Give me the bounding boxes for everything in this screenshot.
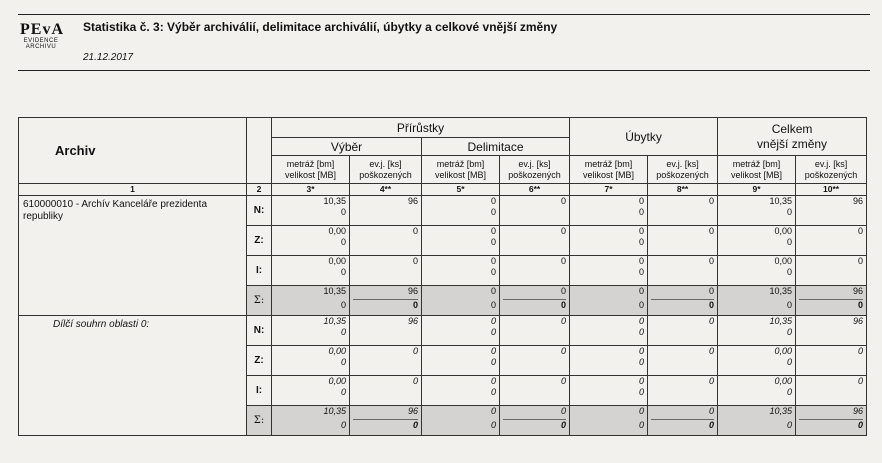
value-metraz-cell <box>422 376 500 406</box>
row-label: Z: <box>247 226 272 256</box>
cell-value: 0 <box>787 357 793 367</box>
cell-value: 0 <box>353 419 418 431</box>
cell-value: 0,00 <box>774 376 793 386</box>
cell-value: 0 <box>412 226 418 236</box>
value-evj-cell <box>350 346 422 376</box>
cell-value: 0 <box>858 346 864 356</box>
value-evj-cell <box>350 226 422 256</box>
cell-value: 10,35 <box>769 286 793 296</box>
cell-value: 0 <box>639 346 645 356</box>
cell-value: 0 <box>787 300 793 310</box>
value-evj-cell <box>796 226 867 256</box>
value-metraz-cell <box>570 226 648 256</box>
column-number: 4** <box>350 184 422 196</box>
header-poskozenych: poškozených <box>508 169 561 180</box>
cell-value: 0,00 <box>328 226 346 236</box>
cell-value: 0 <box>639 387 645 397</box>
cell-value: 0 <box>561 226 567 236</box>
value-metraz-cell <box>570 256 648 286</box>
value-metraz-cell <box>422 256 500 286</box>
table-row <box>19 316 867 346</box>
header-velikost: velikost [MB] <box>731 169 783 180</box>
row-label: N: <box>247 196 272 226</box>
header-delimitace: Delimitace <box>422 138 570 156</box>
value-metraz-cell <box>422 406 500 436</box>
cell-value: 10,35 <box>323 316 346 326</box>
value-metraz-cell <box>718 196 796 226</box>
cell-value: 0 <box>787 420 793 430</box>
header-metraz-velikost <box>570 156 648 184</box>
cell-value: 96 <box>853 286 864 296</box>
cell-value: 0 <box>490 387 496 397</box>
peva-logo <box>20 22 62 50</box>
header-blank <box>247 118 272 184</box>
value-metraz-cell <box>422 316 500 346</box>
cell-value: 0,00 <box>328 256 346 266</box>
cell-value: 96 <box>407 316 418 326</box>
cell-value: 0 <box>490 256 496 266</box>
header-metraz: metráž [bm] <box>584 158 633 169</box>
cell-value: 0 <box>858 376 864 386</box>
cell-value: 0 <box>490 316 496 326</box>
cell-value: 0 <box>709 256 715 266</box>
value-metraz-cell <box>570 196 648 226</box>
cell-value: 0 <box>340 237 346 247</box>
value-evj-cell <box>500 376 570 406</box>
header-celkem-line2: vnější změny <box>757 136 828 151</box>
cell-value: 0,00 <box>774 256 793 266</box>
cell-value: 0 <box>490 406 496 416</box>
row-label: N: <box>247 316 272 346</box>
value-evj-cell <box>796 376 867 406</box>
value-evj-cell <box>500 286 570 316</box>
cell-value: 0 <box>490 300 496 310</box>
cell-value: 0 <box>709 226 715 236</box>
cell-value: 0 <box>639 196 645 206</box>
cell-value: 0 <box>639 420 645 430</box>
cell-value: 0 <box>340 267 346 277</box>
header-velikost: velikost [MB] <box>434 169 486 180</box>
value-metraz-cell <box>718 256 796 286</box>
cell-value: 0 <box>490 357 496 367</box>
cell-value: 0 <box>639 286 645 296</box>
value-evj-cell <box>350 316 422 346</box>
cell-value: 0 <box>639 316 645 326</box>
value-evj-cell <box>350 256 422 286</box>
cell-value: 0 <box>787 207 793 217</box>
header-poskozenych: poškozených <box>804 169 858 180</box>
cell-value: 96 <box>407 406 418 416</box>
cell-value: 0 <box>490 196 496 206</box>
cell-value: 0 <box>561 376 567 386</box>
cell-value: 10,35 <box>769 406 793 416</box>
cell-value: 10,35 <box>769 316 793 326</box>
cell-value: 96 <box>853 196 864 206</box>
header-metraz: metráž [bm] <box>436 158 485 169</box>
header-evj: ev.j. [ks] <box>814 158 848 169</box>
value-evj-cell <box>500 196 570 226</box>
header-metraz-velikost <box>272 156 350 184</box>
header-metraz: metráž [bm] <box>286 158 335 169</box>
value-evj-cell <box>648 376 718 406</box>
cell-value: 0 <box>490 286 496 296</box>
cell-value: 96 <box>407 196 418 206</box>
header-poskozenych: poškozených <box>359 169 412 180</box>
cell-value: 0 <box>503 299 566 311</box>
header-velikost: velikost [MB] <box>284 169 336 180</box>
logo-sub-text-1: EVIDENCE <box>23 38 59 44</box>
cell-value: 0 <box>340 387 346 397</box>
report-date: 21.12.2017 <box>83 52 134 63</box>
cell-value: 0 <box>340 207 346 217</box>
cell-value: 10,35 <box>323 286 346 296</box>
cell-value: 0,00 <box>774 346 793 356</box>
value-evj-cell <box>500 226 570 256</box>
cell-value: 96 <box>853 316 864 326</box>
value-evj-cell <box>648 286 718 316</box>
cell-value: 0 <box>340 327 346 337</box>
cell-value: 96 <box>407 286 418 296</box>
value-metraz-cell <box>422 226 500 256</box>
value-metraz-cell <box>570 376 648 406</box>
cell-value: 0 <box>799 419 863 431</box>
column-number: 7* <box>570 184 648 196</box>
cell-value: 0 <box>709 406 715 416</box>
cell-value: 0,00 <box>774 226 793 236</box>
cell-value: 0 <box>561 196 567 206</box>
header-evj-poskozenych <box>796 156 867 184</box>
cell-value: 0 <box>787 267 793 277</box>
header-rule <box>18 70 870 71</box>
cell-value: 0 <box>639 406 645 416</box>
value-metraz-cell <box>422 196 500 226</box>
cell-value: 0 <box>787 327 793 337</box>
cell-value: 0 <box>490 327 496 337</box>
logo-main-text: PEvA <box>20 21 64 38</box>
cell-value: 0 <box>490 267 496 277</box>
value-metraz-cell <box>718 226 796 256</box>
column-number: 6** <box>500 184 570 196</box>
value-evj-cell <box>796 196 867 226</box>
table-body <box>19 196 867 436</box>
value-metraz-cell <box>272 226 350 256</box>
cell-value: 0 <box>340 420 346 430</box>
value-evj-cell <box>500 256 570 286</box>
cell-value: 0 <box>490 376 496 386</box>
header-archiv: Archiv <box>19 118 247 184</box>
cell-value: 0 <box>639 267 645 277</box>
value-evj-cell <box>796 346 867 376</box>
cell-value: 0 <box>561 406 567 416</box>
cell-value: 0 <box>561 286 567 296</box>
cell-value: 0 <box>709 346 715 356</box>
cell-value: 0 <box>561 346 567 356</box>
cell-value: 0 <box>490 237 496 247</box>
value-metraz-cell <box>272 376 350 406</box>
cell-value: 0 <box>651 419 714 431</box>
value-metraz-cell <box>718 316 796 346</box>
cell-value: 0 <box>639 256 645 266</box>
header-evj: ev.j. [ks] <box>666 158 699 169</box>
value-evj-cell <box>648 196 718 226</box>
report-title: Statistika č. 3: Výběr archiválií, delimitace archiválií, úbytky a celkové vnější změny <box>83 20 558 34</box>
cell-value: 0 <box>787 237 793 247</box>
header-evj: ev.j. [ks] <box>369 158 402 169</box>
cell-value: 0 <box>353 299 418 311</box>
column-number: 10** <box>796 184 867 196</box>
value-evj-cell <box>350 406 422 436</box>
row-label: I: <box>247 376 272 406</box>
cell-value: 0 <box>490 346 496 356</box>
cell-value: 0 <box>490 207 496 217</box>
value-metraz-cell <box>422 286 500 316</box>
cell-value: 0 <box>639 300 645 310</box>
cell-value: 0 <box>503 419 566 431</box>
value-metraz-cell <box>718 346 796 376</box>
value-metraz-cell <box>570 346 648 376</box>
cell-value: 0 <box>490 420 496 430</box>
value-evj-cell <box>648 256 718 286</box>
cell-value: 10,35 <box>769 196 793 206</box>
cell-value: 0 <box>490 226 496 236</box>
cell-value: 0 <box>709 286 715 296</box>
cell-value: 0 <box>858 256 864 266</box>
column-number-row <box>19 184 867 196</box>
cell-value: 0 <box>639 357 645 367</box>
row-label: Z: <box>247 346 272 376</box>
value-metraz-cell <box>272 316 350 346</box>
cell-value: 0 <box>709 376 715 386</box>
header-celkem <box>718 118 867 156</box>
cell-value: 0 <box>787 387 793 397</box>
cell-value: 0 <box>561 316 567 326</box>
cell-value: 0 <box>639 376 645 386</box>
cell-value: 0 <box>561 256 567 266</box>
value-metraz-cell <box>272 286 350 316</box>
header-celkem-line1: Celkem <box>771 121 813 136</box>
value-metraz-cell <box>718 406 796 436</box>
row-label: Σ: <box>247 286 272 316</box>
column-number: 9* <box>718 184 796 196</box>
value-evj-cell <box>648 226 718 256</box>
header-evj: ev.j. [ks] <box>518 158 551 169</box>
value-evj-cell <box>500 406 570 436</box>
cell-value: 0,00 <box>328 346 346 356</box>
value-metraz-cell <box>718 286 796 316</box>
header-metraz: metráž [bm] <box>732 158 781 169</box>
archive-name: 610000010 - Archív Kanceláře prezidenta republiky <box>19 196 247 316</box>
cell-value: 0 <box>412 376 418 386</box>
row-label: I: <box>247 256 272 286</box>
value-evj-cell <box>350 286 422 316</box>
header-ubytky: Úbytky <box>570 118 718 156</box>
cell-value: 0 <box>639 327 645 337</box>
value-metraz-cell <box>718 376 796 406</box>
cell-value: 10,35 <box>323 196 346 206</box>
column-number: 2 <box>247 184 272 196</box>
cell-value: 96 <box>853 406 864 416</box>
region-subtotal-label: Dílčí souhrn oblasti 0: <box>19 316 247 436</box>
value-evj-cell <box>648 406 718 436</box>
value-evj-cell <box>500 346 570 376</box>
header-evj-poskozenych <box>350 156 422 184</box>
header-velikost: velikost [MB] <box>583 169 635 180</box>
value-metraz-cell <box>272 346 350 376</box>
value-metraz-cell <box>570 316 648 346</box>
value-metraz-cell <box>272 196 350 226</box>
header-poskozenych: poškozených <box>656 169 709 180</box>
value-evj-cell <box>648 316 718 346</box>
value-metraz-cell <box>570 286 648 316</box>
cell-value: 0 <box>709 316 715 326</box>
column-number: 1 <box>19 184 247 196</box>
value-evj-cell <box>500 316 570 346</box>
cell-value: 0 <box>639 237 645 247</box>
header-evj-poskozenych <box>500 156 570 184</box>
value-metraz-cell <box>272 256 350 286</box>
cell-value: 10,35 <box>323 406 346 416</box>
header-metraz-velikost <box>422 156 500 184</box>
row-label: Σ: <box>247 406 272 436</box>
column-number: 8** <box>648 184 718 196</box>
value-metraz-cell <box>570 406 648 436</box>
header-row-1 <box>19 118 867 138</box>
header-vyber: Výběr <box>272 138 422 156</box>
cell-value: 0 <box>858 226 864 236</box>
value-evj-cell <box>796 286 867 316</box>
value-evj-cell <box>796 406 867 436</box>
value-metraz-cell <box>422 346 500 376</box>
cell-value: 0 <box>412 346 418 356</box>
cell-value: 0 <box>340 357 346 367</box>
cell-value: 0 <box>799 299 863 311</box>
statistics-table <box>18 117 867 436</box>
table-row <box>19 196 867 226</box>
column-number: 5* <box>422 184 500 196</box>
cell-value: 0 <box>340 300 346 310</box>
value-evj-cell <box>648 346 718 376</box>
top-rule <box>18 14 870 15</box>
cell-value: 0 <box>651 299 714 311</box>
cell-value: 0 <box>639 226 645 236</box>
value-evj-cell <box>796 316 867 346</box>
value-evj-cell <box>350 376 422 406</box>
header-evj-poskozenych <box>648 156 718 184</box>
logo-sub-text-2: ARCHIVU <box>25 44 57 50</box>
header-prirustky: Přírůstky <box>272 118 570 138</box>
cell-value: 0,00 <box>328 376 346 386</box>
value-metraz-cell <box>272 406 350 436</box>
value-evj-cell <box>796 256 867 286</box>
cell-value: 0 <box>639 207 645 217</box>
cell-value: 0 <box>412 256 418 266</box>
column-number: 3* <box>272 184 350 196</box>
header-metraz-velikost <box>718 156 796 184</box>
cell-value: 0 <box>709 196 715 206</box>
value-evj-cell <box>350 196 422 226</box>
